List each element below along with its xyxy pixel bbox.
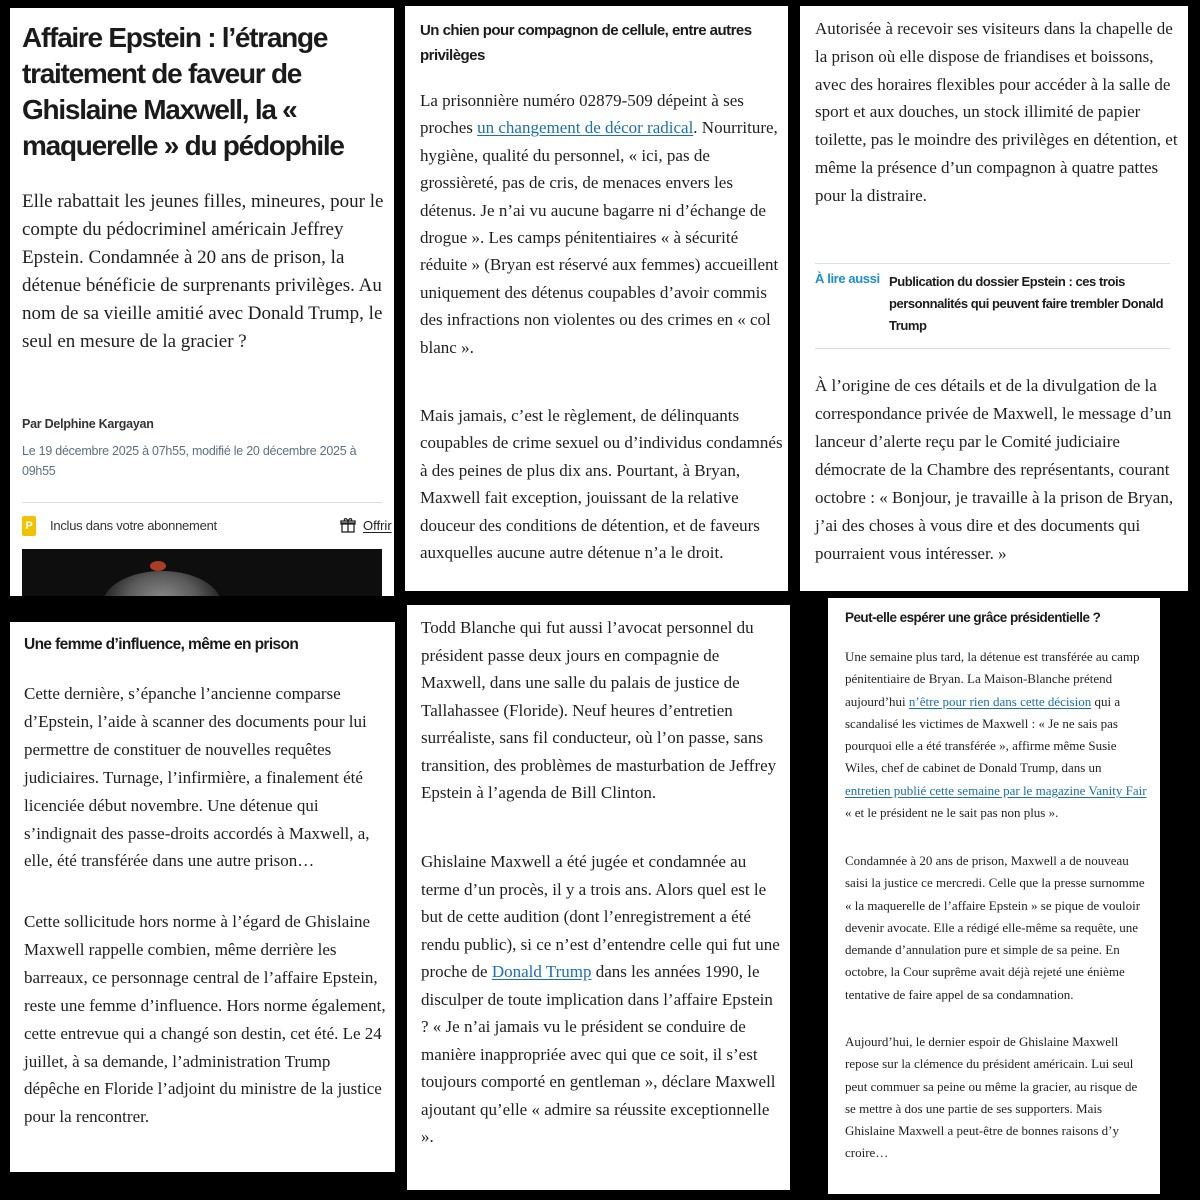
article-lead: Elle rabattait les jeunes filles, mineures, pour le compte du pédocriminel américain Jeffrey Epstein. Condamnée à 20 ans de prison, la détenue bénéficie de surprenants privilèges. Au nom de sa vieille amitié avec Donald Trump, le seul en mesure de la gracier ? xyxy=(22,191,384,352)
paragraph: À l’origine de ces détails et de la divulgation de la correspondance privée de Maxwell, le message d’un lanceur d’alerte reçu par le Comité judiciaire démocrate de la Chambre des représentants, courant octobre : « Bonjour, je travaille à la prison de Bryan, j’ai des choses à vous dire et des documents qui pourraient vous intéresser. » xyxy=(815,376,1174,563)
related-article-link[interactable]: Publication du dossier Epstein : ces trois personnalités qui peuvent faire trembler Donald Trump xyxy=(889,274,1164,333)
paragraph: Autorisée à recevoir ses visiteurs dans la chapelle de la prison où elle dispose de friandises et boissons, avec des horaires flexibles pour accéder à la salle de sport et aux douches, un stock illimité de papier toilette, pas le moindre des privilèges en détention, et même la présence d’un compagnon à quatre pattes pour la distraire. xyxy=(815,19,1178,205)
paragraph-text: . Nourriture, hygiène, qualité du personnel, « ici, pas de grossièreté, pas de cris, de menaces envers les détenus. Je n’ai vu aucune bagarre ni d’échange de drogue ». Les camps pénitentiaires « à sécurité réduite » (Bryan est réservé aux femmes) accueillent uniquement des détenus coupables d’avoir commis des infractions non violentes ou des crimes en « col blanc ». xyxy=(420,118,779,357)
section-heading: Un chien pour compagnon de cellule, entre autres privilèges xyxy=(420,22,752,64)
photo-light xyxy=(150,561,166,571)
paragraph-text: « et le président ne le sait pas non plus ». xyxy=(845,805,1059,821)
article-photo xyxy=(22,549,382,596)
inline-link[interactable]: un changement de décor radical xyxy=(477,118,694,138)
subscription-row xyxy=(22,516,392,538)
paragraph: Cette dernière, s’épanche l’ancienne comparse d’Epstein, l’aide à scanner des documents pour lui permettre de constituer de nouvelles requêtes judiciaires. Turnage, l’infirmière, a finalement été licenciée début novembre. Une détenue qui s’indignait des passe-droits accordés à Maxwell, a, elle, été transférée dans une autre prison… xyxy=(24,684,370,871)
subscription-label: Inclus dans votre abonnement xyxy=(50,518,217,533)
article-section-influence xyxy=(10,622,395,1172)
paragraph: Mais jamais, c’est le règlement, de délinquants coupables de crime sexuel ou d’individus condamnés à des peines de plus dix ans. Pourtant, à Bryan, Maxwell fait exception, jouissant de la relative douceur des conditions de détention, et de faveurs auxquelles aucune autre détenue n’a le droit. xyxy=(420,406,783,563)
article-header-panel xyxy=(10,8,394,596)
photo-subject xyxy=(102,571,222,596)
offer-button[interactable]: Offrir xyxy=(363,518,392,533)
divider xyxy=(22,502,382,503)
article-date: Le 19 décembre 2025 à 07h55, modifié le 20 décembre 2025 à 09h55 xyxy=(22,444,357,478)
paragraph xyxy=(420,87,785,361)
divider xyxy=(815,348,1170,349)
paragraph-text: Une semaine plus tard, la détenue est transférée au camp pénitentiaire de Bryan. La Maison-Blanche prétend aujourd’hui xyxy=(845,649,1140,709)
paragraph: Cette sollicitude hors norme à l’égard de Ghislaine Maxwell rappelle combien, même derrière les barreaux, ce personnage central de l’affaire Epstein, reste une femme d’influence. Hors norme également, cette entrevue qui a changé son destin, cet été. Le 24 juillet, à sa demande, l’administration Trump dépêche en Floride l’adjoint du ministre de la justice pour la rencontrer. xyxy=(24,912,386,1127)
paragraph xyxy=(845,646,1150,824)
article-title: Affaire Epstein : l’étrange traitement de faveur de Ghislaine Maxwell, la « maquerelle » du pédophile xyxy=(22,22,344,161)
section-heading: Une femme d’influence, même en prison xyxy=(24,636,299,653)
paragraph-text: La prisonnière numéro 02879-509 dépeint à ses proches xyxy=(420,91,744,138)
article-section-whistleblower xyxy=(800,6,1188,591)
article-section-interview xyxy=(407,605,790,1190)
paragraph-text: qui a scandalisé les victimes de Maxwell : « Je ne sais pas pourquoi elle a été transférée », affirme même Susie Wiles, chef de cabinet de Donald Trump, dans un xyxy=(845,693,1121,776)
paragraph xyxy=(421,848,783,1151)
paragraph-text: Ghislaine Maxwell a été jugée et condamnée au terme d’un procès, il y a trois ans. Alors quel est le but de cette audition (dont l’enregistrement a été rendu public), si ce n’est d’entendre celle qui fut une proche de xyxy=(421,852,780,981)
paragraph-text: dans les années 1990, le disculper de toute implication dans l’affaire Epstein ? « Je n’ai jamais vu le président se conduire de manière inappropriée avec qui que ce soit, il s’est toujours comporté en gentleman », déclare Maxwell ajoutant qu’elle « admire sa réussite exceptionnelle ». xyxy=(421,962,776,1146)
inline-link[interactable]: entretien publié cette semaine par le magazine Vanity Fair xyxy=(845,782,1147,798)
gift-icon[interactable] xyxy=(340,517,356,533)
article-section-pardon xyxy=(828,598,1160,1194)
inline-link[interactable]: Donald Trump xyxy=(491,962,592,981)
article-section-privileges xyxy=(405,6,788,591)
paragraph: Condamnée à 20 ans de prison, Maxwell a de nouveau saisi la justice ce mercredi. Celle que la presse surnomme « la maquerelle de l’affaire Epstein » se pique de vouloir devenir avocate. Elle a rédigé elle-même sa requête, une demande d’annulation pure et simple de sa peine. En octobre, la Cour suprême avait déjà rejeté une énième tentative de faire appel de sa condamnation. xyxy=(845,853,1145,1002)
paragraph: Todd Blanche qui fut aussi l’avocat personnel du président passe deux jours en compagnie de Maxwell, dans une salle du palais de justice de Tallahassee (Floride). Neuf heures d’entretien surréaliste, sans fil conducteur, où l’on passe, sans transition, des problèmes de masturbation de Jeffrey Epstein à l’agenda de Bill Clinton. xyxy=(421,618,777,802)
premium-badge-icon: P xyxy=(22,516,36,536)
section-heading: Peut-elle espérer une grâce présidentielle ? xyxy=(845,610,1101,625)
divider xyxy=(815,263,1170,264)
related-label: À lire aussi xyxy=(815,271,880,286)
paragraph: Aujourd’hui, le dernier espoir de Ghislaine Maxwell repose sur la clémence du président américain. Lui seul peut commuer sa peine ou même la gracier, au risque de se mettre à dos une partie de ses supporters. Mais Ghislaine Maxwell a peut-être de bonnes raisons d’y croire… xyxy=(845,1034,1138,1161)
inline-link[interactable]: n’être pour rien dans cette décision xyxy=(908,693,1092,709)
article-author[interactable]: Par Delphine Kargayan xyxy=(22,417,154,431)
